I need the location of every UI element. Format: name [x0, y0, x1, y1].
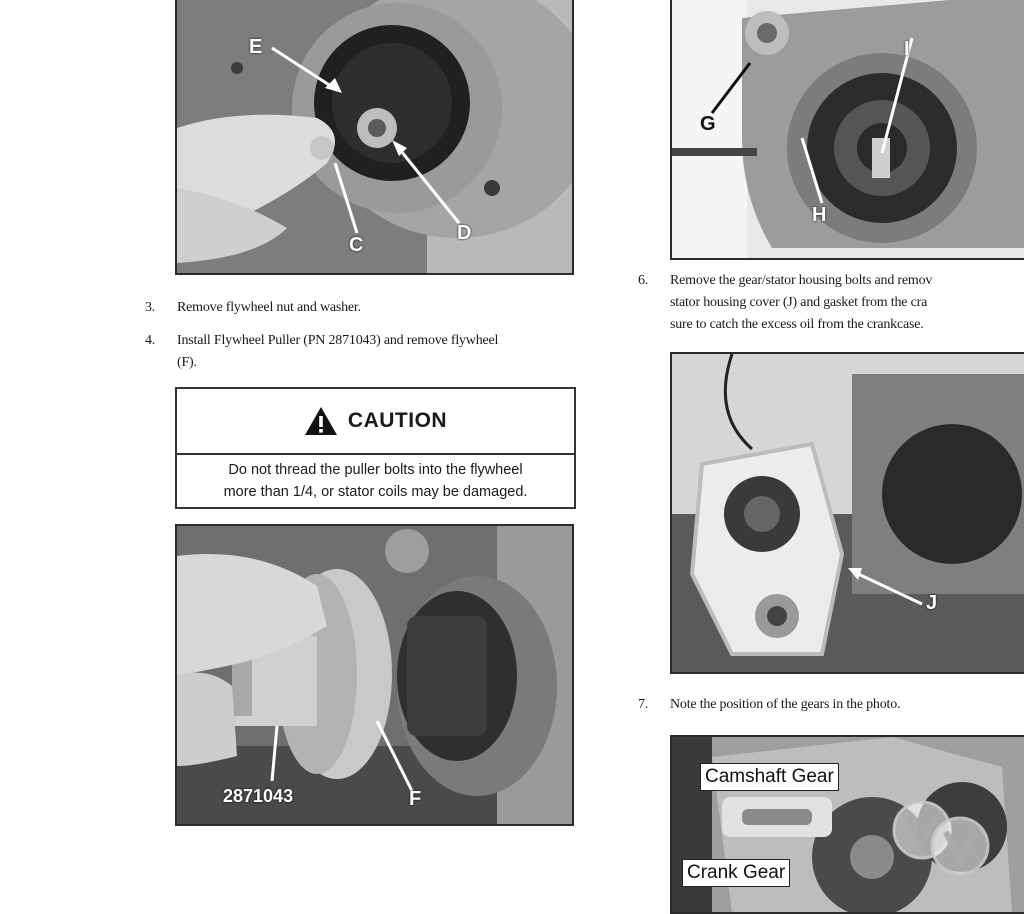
step-number: 3. [145, 300, 156, 315]
photo-puller-image [177, 526, 572, 824]
step-text: Note the position of the gears in the photo. [670, 697, 901, 712]
warning-triangle-icon [304, 406, 338, 436]
step-4 [145, 330, 615, 374]
callout-e: E [249, 36, 263, 58]
photo-stator-housing [670, 0, 1024, 260]
photo-flywheel-removal [175, 0, 574, 275]
step-text-line-3: sure to catch the excess oil from the crankcase. [670, 317, 924, 332]
caution-body-line-2: more than 1/4, or stator coils may be damaged. [223, 484, 528, 500]
callout-f: F [409, 788, 422, 810]
caution-title: CAUTION [347, 409, 448, 432]
caution-header [177, 389, 574, 453]
callout-d: D [457, 222, 472, 244]
caution-body [183, 459, 568, 503]
step-number: 4. [145, 333, 156, 348]
step-7 [638, 694, 1024, 716]
photo-flywheel-image [177, 0, 572, 273]
label-crank-gear: Crank Gear [682, 859, 790, 887]
photo-stator-image [672, 0, 1024, 258]
step-number: 7. [638, 697, 649, 712]
caution-divider [177, 453, 574, 455]
callout-h: H [812, 204, 827, 226]
photo-housing-cover [670, 352, 1024, 674]
label-camshaft-gear: Camshaft Gear [700, 763, 839, 791]
step-text: Remove flywheel nut and washer. [177, 300, 361, 315]
step-6 [638, 270, 1024, 336]
step-text-line-2: stator housing cover (J) and gasket from the cra [670, 295, 928, 310]
photo-cover-image [672, 354, 1024, 672]
callout-i: I [904, 38, 910, 60]
callout-puller-part-number: 2871043 [223, 786, 294, 806]
callout-c: C [349, 234, 364, 256]
step-number: 6. [638, 273, 649, 288]
vivastreet-watermark-icon [884, 792, 1004, 882]
caution-box [175, 387, 576, 509]
photo-flywheel-puller [175, 524, 574, 826]
step-text-line-1: Remove the gear/stator housing bolts and remov [670, 273, 933, 288]
caution-body-line-1: Do not thread the puller bolts into the flywheel [228, 462, 523, 478]
callout-g: G [700, 113, 716, 135]
step-3 [145, 297, 615, 319]
step-text-line-1: Install Flywheel Puller (PN 2871043) and remove flywheel [177, 333, 499, 348]
step-text-line-2: (F). [177, 355, 197, 370]
callout-j: J [926, 592, 938, 614]
